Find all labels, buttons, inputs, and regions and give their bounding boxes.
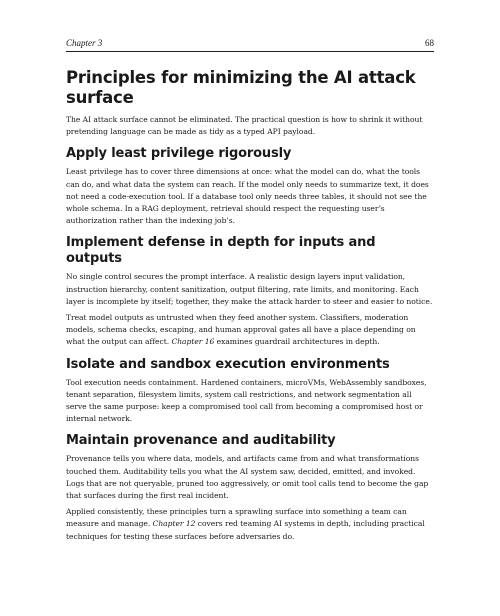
page-body — [66, 62, 434, 547]
paragraph-provenance-2 — [66, 506, 434, 543]
section-heading-isolate-sandbox: Isolate and sandbox execution environments — [66, 356, 390, 372]
chapter-reference: Chapter 12 — [152, 519, 196, 529]
chapter-label: Chapter 3 — [66, 38, 103, 48]
paragraph-isolate-sandbox: Tool execution needs containment. Hardened containers, microVMs, WebAssembly sandboxes, tenant separation, filesystem limits, system call restrictions, and network segmentation all serve the same purpose: keep a compromised tool call from becoming a compromised host or internal network. — [66, 377, 427, 424]
section-heading-defense-in-depth: Implement defense in depth for inputs and outputs — [66, 235, 376, 267]
intro-paragraph: The AI attack surface cannot be eliminated. The practical question is how to shrink it without pretending language can be made as tidy as a typed API payload. — [66, 115, 423, 137]
text-run: covers red teaming AI systems in depth, including practical techniques for testing these surfaces before adversaries do. — [66, 519, 425, 541]
paragraph-least-privilege: Least privilege has to cover three dimensions at once: what the model can do, what the tools can do, and what data the system can reach. If the model only needs to summarize text, it does not need a code-execution tool. If a database tool only needs three tables, it should not see the whole schema. In a RAG deployment, retrieval should respect the requesting user’s authorization rather than the indexing job’s. — [66, 167, 429, 226]
chapter-reference: Chapter 16 — [171, 337, 215, 347]
page-number: 68 — [425, 38, 434, 48]
text-run: Treat model outputs as untrusted when they feed another system. Classifiers, moderation models, schema checks, escaping, and human approval gates all have a place depending on what the output can affect. — [66, 313, 416, 347]
paragraph-defense-in-depth-2 — [66, 312, 434, 349]
section-heading-least-privilege: Apply least privilege rigorously — [66, 146, 292, 162]
section-heading-provenance: Maintain provenance and auditability — [66, 433, 336, 449]
running-header — [66, 38, 434, 52]
paragraph-defense-in-depth-1: No single control secures the prompt interface. A realistic design layers input validation, instruction hierarchy, content sanitization, output filtering, rate limits, and monitoring. Each layer is incomplete by itself; together, they make the attack harder to steer and easier to notice. — [66, 272, 433, 306]
paragraph-provenance-1: Provenance tells you where data, models, and artifacts came from and what transformations touched them. Auditability tells you what the AI system saw, decided, emitted, and invoked. Logs that are not queryable, pruned too aggressively, or omit tool calls tend to become the gap that surfaces during the first real incident. — [66, 454, 429, 501]
text-run: examines guardrail architectures in depth. — [214, 337, 380, 347]
text-run: Applied consistently, these principles turn a sprawling surface into something a team can measure and manage. — [66, 507, 407, 529]
page-title: Principles for minimizing the AI attack surface — [66, 68, 416, 107]
